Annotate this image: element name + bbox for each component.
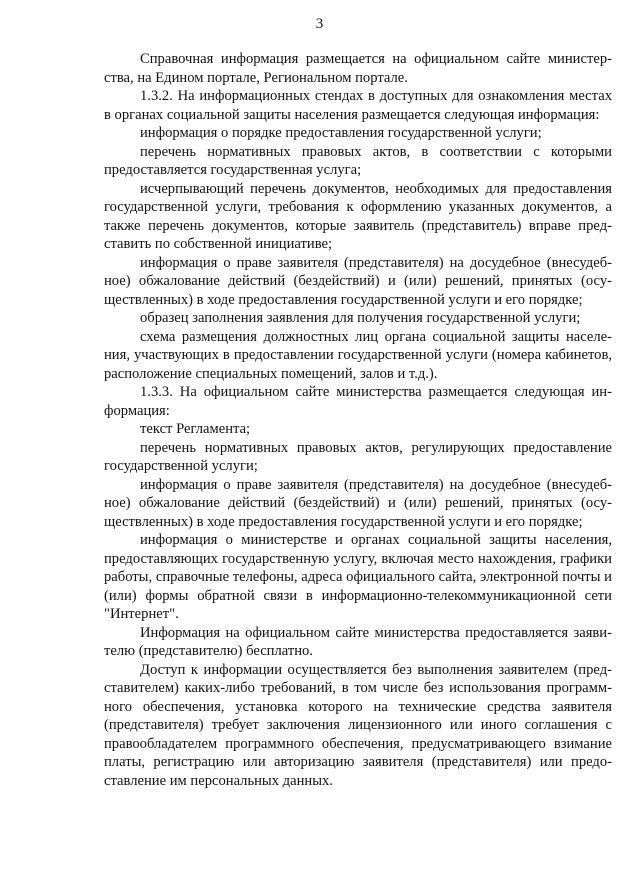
- paragraph-free-info: Информация на официальном сайте министерства предоставляется заявителю (представителю) бесплатно.: [104, 624, 612, 659]
- paragraph-appeal-right-site: информация о праве заявителя (представителя) на досудебное (внесудебное) обжалование действий (бездействий) и (или) решений, принятых (осуществленных) в ходе предоставления государственной услуги и его порядке;: [104, 476, 612, 530]
- paragraph-1-3-3: 1.3.3. На официальном сайте министерства размещается следующая информация:: [104, 384, 612, 419]
- paragraph-regulating-acts: перечень нормативных правовых актов, регулирующих предоставление государственной услуги;: [104, 439, 612, 474]
- page-number: 3: [315, 16, 324, 32]
- paragraph-access-info: Доступ к информации осуществляется без выполнения заявителем (представителем) каких-либо требований, в том числе без использования программного обеспечения, установка которого на технические средства заявителя (представителя) требует заключения лицензионного или иного соглашения с правообладателем программного обеспечения, предусматривающего взимание платы, регистрацию или авторизацию заявителя (представителя) или предоставление им персональных данных.: [104, 661, 612, 789]
- paragraph-legal-acts: перечень нормативных правовых актов, в соответствии с которыми предоставляется государственная услуга;: [104, 143, 612, 178]
- document-body: [104, 50, 612, 790]
- paragraph-officials-scheme: схема размещения должностных лиц органа социальной защиты населения, участвующих в предоставлении государственной услуги (номера кабинетов, расположение специальных помещений, залов и т.д.).: [104, 328, 612, 382]
- paragraph-service-procedure: информация о порядке предоставления государственной услуги;: [140, 125, 542, 141]
- paragraph-application-sample: образец заполнения заявления для получения государственной услуги;: [140, 310, 581, 326]
- paragraph-1-3-2: 1.3.2. На информационных стендах в доступных для ознакомления местах в органах социальной защиты населения размещается следующая информация:: [104, 88, 612, 123]
- paragraph-reference-info: Справочная информация размещается на официальном сайте министерства, на Едином портале, Региональном портале.: [104, 51, 612, 86]
- paragraph-appeal-right: информация о праве заявителя (представителя) на досудебное (внесудебное) обжалование действий (бездействий) и (или) решений, принятых (осуществленных) в ходе предоставления государственной услуги и его порядке;: [104, 254, 612, 308]
- paragraph-documents-list: исчерпывающий перечень документов, необходимых для предоставления государственной услуги, требования к оформлению указанных документов, а также перечень документов, которые заявитель (представитель) вправе представить по собственной инициативе;: [104, 180, 612, 252]
- paragraph-ministry-info: информация о министерстве и органах социальной защиты населения, предоставляющих государственную услугу, включая место нахождения, графики работы, справочные телефоны, адреса официального сайта, электронной почты и (или) формы обратной связи в информационно-телекоммуникационной сети "Интернет".: [104, 532, 612, 622]
- paragraph-regulation-text: текст Регламента;: [140, 421, 251, 437]
